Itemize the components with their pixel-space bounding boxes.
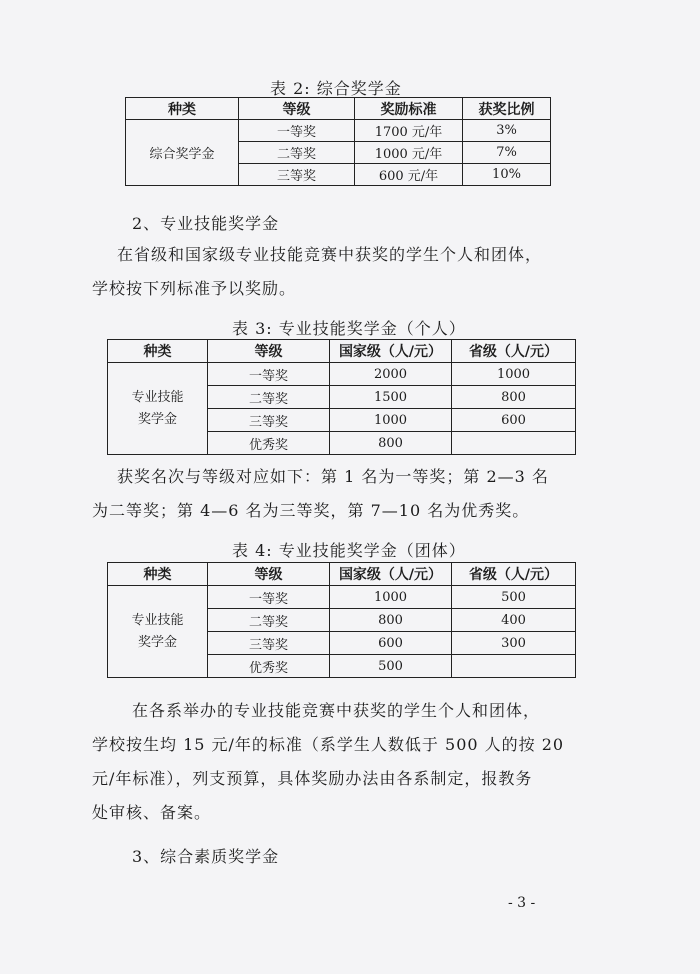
table4-header-row — [108, 563, 576, 586]
table2-header-ratio: 获奖比例 — [463, 98, 551, 120]
table-row — [108, 363, 576, 386]
table4-level: 优秀奖 — [208, 655, 330, 678]
paragraph-line: 学校按下列标准予以奖励。 — [92, 279, 297, 298]
table3-header-provincial: 省级（人/元） — [452, 340, 576, 363]
table3-level: 二等奖 — [208, 386, 330, 409]
table4-provincial: 300 — [452, 632, 576, 655]
table2-header-type: 种类 — [126, 98, 239, 120]
section3-heading: 3、综合素质奖学金 — [132, 847, 280, 866]
table3-header-national: 国家级（人/元） — [330, 340, 452, 363]
table4-national: 600 — [330, 632, 452, 655]
paragraph-line: 元/年标准），列支预算，具体奖励办法由各系制定，报教务 — [92, 769, 533, 788]
table3-national: 800 — [330, 432, 452, 455]
table2-ratio: 10% — [463, 164, 551, 186]
department-paragraph — [92, 694, 564, 830]
table2 — [125, 97, 551, 186]
table4-provincial: 400 — [452, 609, 576, 632]
paragraph-line: 在省级和国家级专业技能竞赛中获奖的学生个人和团体， — [117, 245, 543, 264]
table3-caption: 表 3: 专业技能奖学金（个人） — [232, 319, 466, 338]
section2-paragraph — [92, 238, 542, 306]
table2-caption: 表 2: 综合奖学金 — [270, 79, 402, 98]
table4-header-national: 国家级（人/元） — [330, 563, 452, 586]
table-row — [108, 586, 576, 609]
paragraph-line: 为二等奖；第 4—6 名为三等奖，第 7—10 名为优秀奖。 — [92, 501, 530, 520]
table3-provincial: 800 — [452, 386, 576, 409]
table2-header-level: 等级 — [239, 98, 355, 120]
table3-level: 一等奖 — [208, 363, 330, 386]
table3-category — [108, 363, 208, 455]
page-number: - 3 - — [508, 895, 536, 911]
ranking-note — [92, 460, 549, 528]
category-line: 专业技能 — [131, 612, 184, 628]
table4-national: 500 — [330, 655, 452, 678]
table4-caption: 表 4: 专业技能奖学金（团体） — [232, 541, 466, 560]
table3-header-level: 等级 — [208, 340, 330, 363]
table3-level: 优秀奖 — [208, 432, 330, 455]
table4-header-level: 等级 — [208, 563, 330, 586]
table4 — [107, 562, 576, 678]
table4-level: 三等奖 — [208, 632, 330, 655]
table2-standard: 600 元/年 — [355, 164, 463, 186]
table4-provincial — [452, 655, 576, 678]
table3-national: 1000 — [330, 409, 452, 432]
table3-national: 2000 — [330, 363, 452, 386]
category-line: 专业技能 — [131, 389, 184, 405]
table2-level: 三等奖 — [239, 164, 355, 186]
table2-level: 一等奖 — [239, 120, 355, 142]
table2-ratio: 3% — [463, 120, 551, 142]
category-line: 奖学金 — [137, 411, 177, 427]
table4-national: 800 — [330, 609, 452, 632]
table2-header-row — [126, 98, 551, 120]
paragraph-line: 在各系举办的专业技能竞赛中获奖的学生个人和团体， — [132, 701, 541, 720]
section2-heading: 2、专业技能奖学金 — [132, 214, 280, 233]
category-line: 奖学金 — [137, 634, 177, 650]
table3-header-row — [108, 340, 576, 363]
table2-category: 综合奖学金 — [126, 120, 239, 186]
table3-provincial: 600 — [452, 409, 576, 432]
paragraph-line: 处审核、备案。 — [92, 803, 212, 822]
table2-level: 二等奖 — [239, 142, 355, 164]
table-row — [126, 120, 551, 142]
table3-national: 1500 — [330, 386, 452, 409]
table4-header-provincial: 省级（人/元） — [452, 563, 576, 586]
table4-provincial: 500 — [452, 586, 576, 609]
paragraph-line: 学校按生均 15 元/年的标准（系学生人数低于 500 人的按 20 — [92, 735, 565, 754]
table3-level: 三等奖 — [208, 409, 330, 432]
table3-provincial: 1000 — [452, 363, 576, 386]
table4-level: 二等奖 — [208, 609, 330, 632]
table2-header-standard: 奖励标准 — [355, 98, 463, 120]
table4-category — [108, 586, 208, 678]
table2-standard: 1000 元/年 — [355, 142, 463, 164]
table4-level: 一等奖 — [208, 586, 330, 609]
paragraph-line: 获奖名次与等级对应如下：第 1 名为一等奖；第 2—3 名 — [117, 467, 549, 486]
table4-header-type: 种类 — [108, 563, 208, 586]
table2-ratio: 7% — [463, 142, 551, 164]
table4-national: 1000 — [330, 586, 452, 609]
table2-standard: 1700 元/年 — [355, 120, 463, 142]
table3-header-type: 种类 — [108, 340, 208, 363]
table3 — [107, 339, 576, 455]
table3-provincial — [452, 432, 576, 455]
